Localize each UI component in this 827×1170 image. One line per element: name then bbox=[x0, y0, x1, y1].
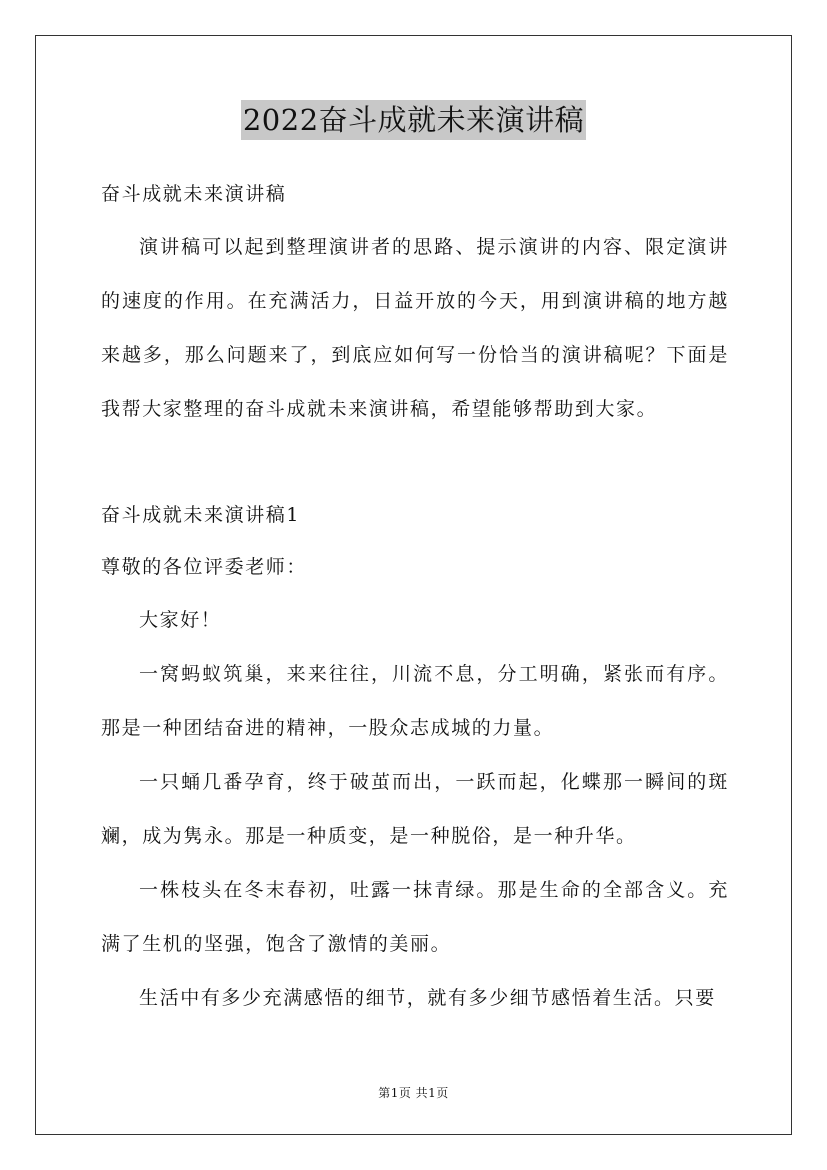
page-footer bbox=[0, 1084, 827, 1101]
title-area bbox=[0, 100, 827, 140]
page-number: 第1页 共1页 bbox=[378, 1086, 449, 1100]
section-heading: 奋斗成就未来演讲稿1 bbox=[101, 504, 301, 526]
intro-paragraph: 演讲稿可以起到整理演讲者的思路、提示演讲的内容、限定演讲的速度的作用。在充满活力，日益开放的今天，用到演讲稿的地方越来越多，那么问题来了，到底应如何写一份恰当的演讲稿呢？下面是我帮大家整理的奋斗成就未来演讲稿，希望能够帮助到大家。 bbox=[101, 236, 729, 420]
document-body bbox=[101, 168, 729, 1025]
document-subtitle: 奋斗成就未来演讲稿 bbox=[101, 183, 287, 205]
blank-line bbox=[101, 436, 729, 489]
body-paragraph: 一只蛹几番孕育，终于破茧而出，一跃而起，化蝶那一瞬间的斑斓，成为隽永。那是一种质变，是一种脱俗，是一种升华。 bbox=[101, 771, 729, 847]
greeting: 大家好！ bbox=[139, 609, 222, 631]
body-paragraph: 一窝蚂蚁筑巢，来来往往，川流不息，分工明确，紧张而有序。那是一种团结奋进的精神，一股众志成城的力量。 bbox=[101, 663, 729, 739]
body-paragraph: 一株枝头在冬末春初，吐露一抹青绿。那是生命的全部含义。充满了生机的坚强，饱含了激情的美丽。 bbox=[101, 879, 729, 955]
salutation: 尊敬的各位评委老师： bbox=[101, 556, 308, 578]
document-title: 2022奋斗成就未来演讲稿 bbox=[241, 100, 586, 140]
body-paragraph: 生活中有多少充满感悟的细节，就有多少细节感悟着生活。只要 bbox=[139, 987, 716, 1009]
